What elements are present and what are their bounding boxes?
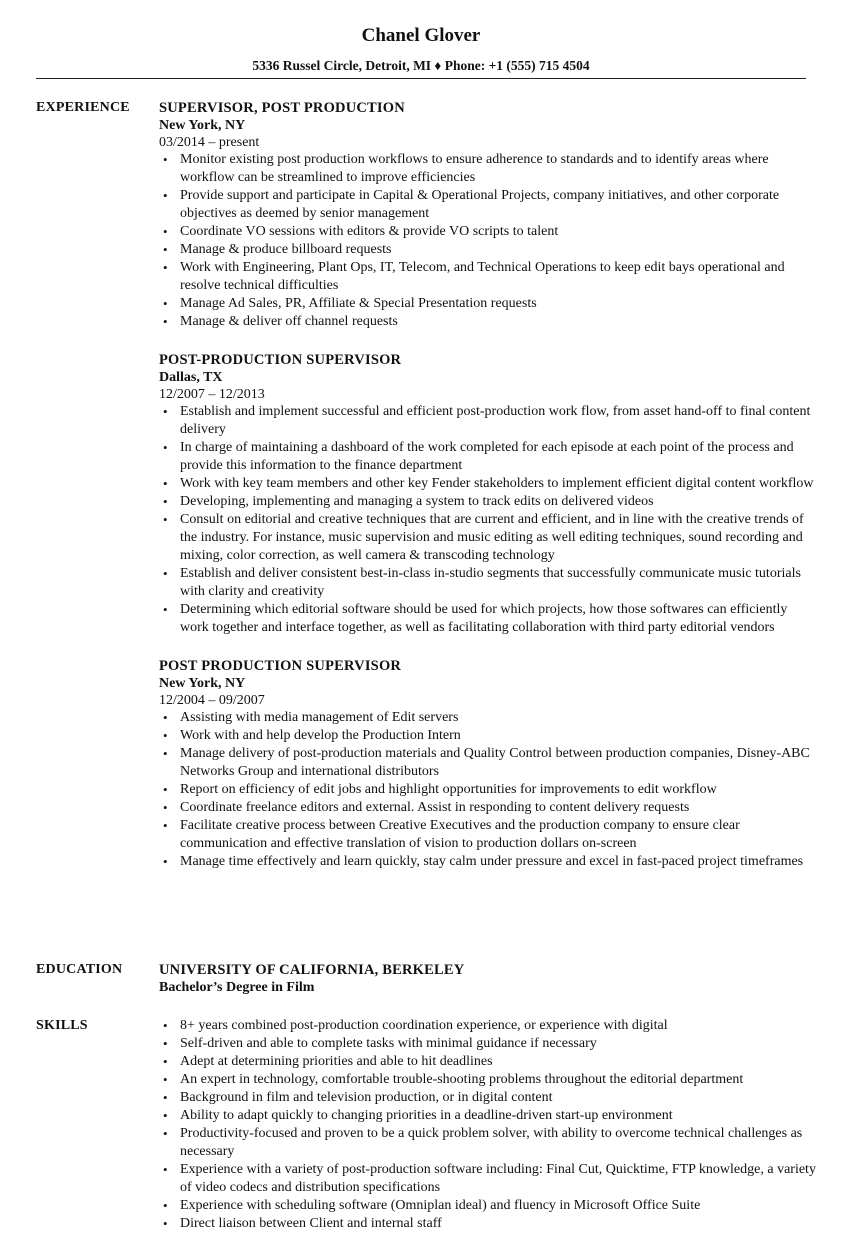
bullet-item: • Manage delivery of post-production materials and Quality Control between production companies, Disney-ABC Networks Group and international distributors <box>159 745 819 781</box>
skill-item: • Productivity-focused and proven to be a quick problem solver, with ability to overcome technical challenges as necessary <box>159 1125 819 1161</box>
bullet-item: • Monitor existing post production workflows to ensure adherence to standards and to identify areas where workflow can be streamlined to improve efficiencies <box>159 151 819 187</box>
bullet-item: • Facilitate creative process between Creative Executives and the production company to ensure clear communication and effective translation of vision to production dollars on-screen <box>159 817 819 853</box>
candidate-name: Chanel Glover <box>361 25 481 46</box>
bullet-item: • Assisting with media management of Edit servers <box>159 709 819 727</box>
bullet-item: • Work with Engineering, Plant Ops, IT, Telecom, and Technical Operations to keep edit bays operational and resolve technical difficulties <box>159 259 819 295</box>
skill-item: • Background in film and television production, or in digital content <box>159 1089 819 1107</box>
bullet-item: • Manage & produce billboard requests <box>159 241 819 259</box>
job-entry <box>159 657 819 871</box>
job-bullets <box>159 151 819 331</box>
job-dates: 12/2004 – 09/2007 <box>159 693 265 708</box>
experience-heading: EXPERIENCE <box>36 100 130 115</box>
skills-list <box>159 1017 819 1233</box>
job-bullets <box>159 403 819 637</box>
job-title: POST PRODUCTION SUPERVISOR <box>159 658 402 674</box>
job-title: POST-PRODUCTION SUPERVISOR <box>159 352 402 368</box>
skill-item: • Experience with a variety of post-production software including: Final Cut, Quicktime, FTP knowledge, a variety of video codecs and distribution specifications <box>159 1161 819 1197</box>
job-location: Dallas, TX <box>159 370 223 385</box>
bullet-item: • Work with and help develop the Production Intern <box>159 727 819 745</box>
bullet-item: • Establish and implement successful and efficient post-production work flow, from asset hand-off to final content delivery <box>159 403 819 439</box>
skills-body <box>159 1017 819 1233</box>
skill-item: • Direct liaison between Client and internal staff <box>159 1215 819 1233</box>
job-dates: 03/2014 – present <box>159 135 260 150</box>
bullet-item: • Manage Ad Sales, PR, Affiliate & Special Presentation requests <box>159 295 819 313</box>
job-title: SUPERVISOR, POST PRODUCTION <box>159 100 405 116</box>
skills-heading: SKILLS <box>36 1018 88 1033</box>
bullet-item: • Manage time effectively and learn quickly, stay calm under pressure and excel in fast-paced project timeframes <box>159 853 819 871</box>
header-divider <box>36 78 806 79</box>
bullet-item: • Provide support and participate in Capital & Operational Projects, company initiatives, and other corporate objectives as deemed by senior management <box>159 187 819 223</box>
job-bullets <box>159 709 819 871</box>
bullet-item: • Coordinate VO sessions with editors & provide VO scripts to talent <box>159 223 819 241</box>
skill-item: • 8+ years combined post-production coordination experience, or experience with digital <box>159 1017 819 1035</box>
bullet-item: • Consult on editorial and creative techniques that are current and efficient, and in line with the creative trends of the industry. For instance, music supervision and music editing as well editing techniques, sound recording and mixing, color correction, as well camera & transcoding technology <box>159 511 819 565</box>
resume-header <box>36 24 806 74</box>
bullet-item: • Report on efficiency of edit jobs and highlight opportunities for improvements to edit workflow <box>159 781 819 799</box>
skill-item: • Experience with scheduling software (Omniplan ideal) and fluency in Microsoft Office Suite <box>159 1197 819 1215</box>
bullet-item: • Work with key team members and other key Fender stakeholders to implement efficient digital content workflow <box>159 475 819 493</box>
experience-body <box>159 99 819 891</box>
skill-item: • Ability to adapt quickly to changing priorities in a deadline-driven start-up environment <box>159 1107 819 1125</box>
skill-item: • Self-driven and able to complete tasks with minimal guidance if necessary <box>159 1035 819 1053</box>
skill-item: • An expert in technology, comfortable trouble-shooting problems throughout the editorial department <box>159 1071 819 1089</box>
bullet-item: • Determining which editorial software should be used for which projects, how those softwares can efficiently work together and interface together, as well as facilitating collaboration with third party editorial vendors <box>159 601 819 637</box>
job-location: New York, NY <box>159 676 246 691</box>
school-name: UNIVERSITY OF CALIFORNIA, BERKELEY <box>159 962 465 978</box>
bullet-item: • In charge of maintaining a dashboard of the work completed for each episode at each point of the process and provide this information to the finance department <box>159 439 819 475</box>
skill-item: • Adept at determining priorities and able to hit deadlines <box>159 1053 819 1071</box>
job-entry <box>159 351 819 637</box>
job-dates: 12/2007 – 12/2013 <box>159 387 265 402</box>
bullet-item: • Manage & deliver off channel requests <box>159 313 819 331</box>
bullet-item: • Coordinate freelance editors and external. Assist in responding to content delivery requests <box>159 799 819 817</box>
degree: Bachelor’s Degree in Film <box>159 980 315 995</box>
job-location: New York, NY <box>159 118 246 133</box>
contact-line: 5336 Russel Circle, Detroit, MI ♦ Phone: +1 (555) 715 4504 <box>252 58 590 73</box>
bullet-item: • Developing, implementing and managing a system to track edits on delivered videos <box>159 493 819 511</box>
bullet-item: • Establish and deliver consistent best-in-class in-studio segments that successfully communicate music tutorials with clarity and creativity <box>159 565 819 601</box>
education-heading: EDUCATION <box>36 962 123 977</box>
job-entry <box>159 99 819 331</box>
education-body <box>159 961 819 997</box>
